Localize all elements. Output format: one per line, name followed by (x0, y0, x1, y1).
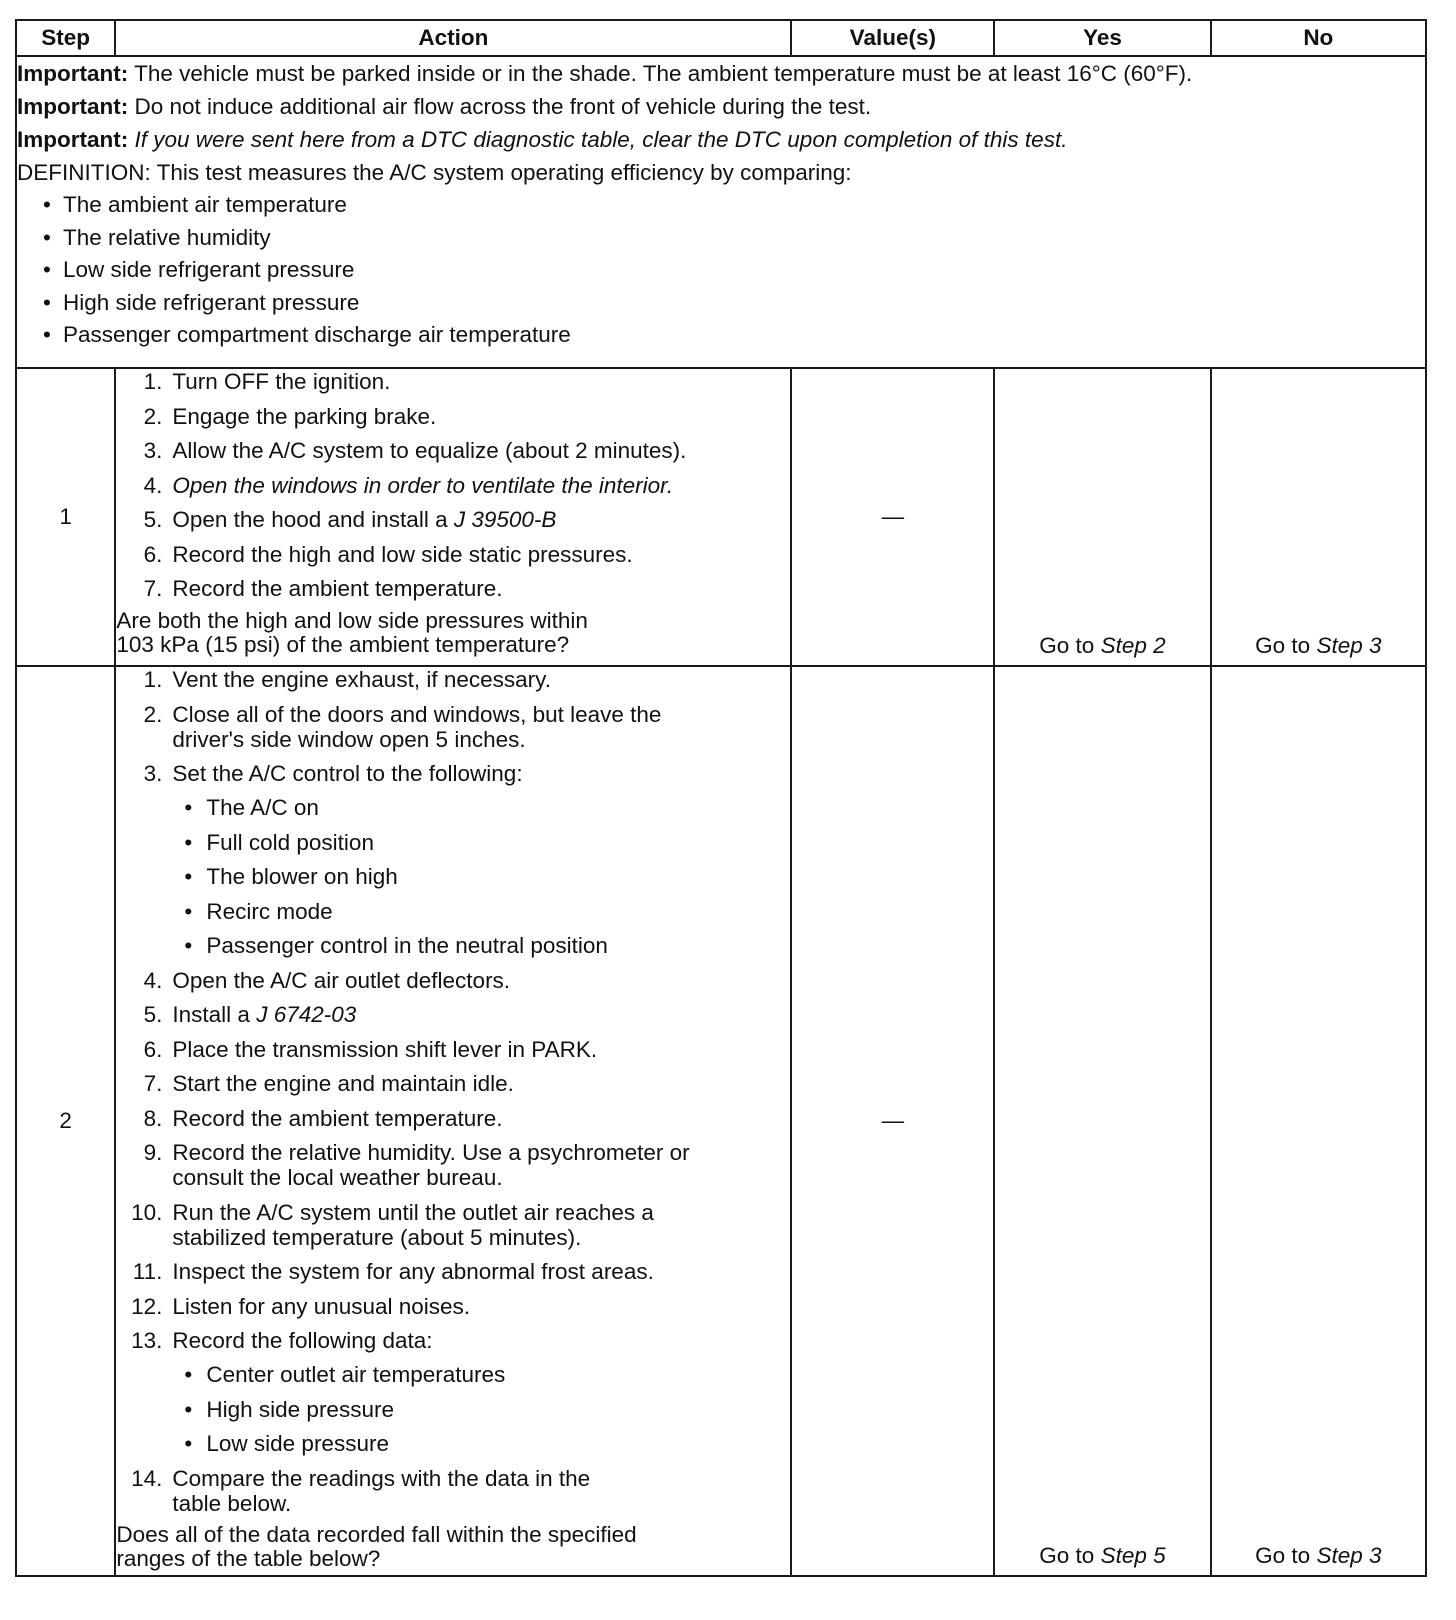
list-item: 11. Inspect the system for any abnormal frost areas. (132, 1259, 654, 1284)
list-item: • Passenger control in the neutral position (184, 933, 790, 958)
ac-control-settings-list (172, 795, 790, 958)
list-item: • Low side refrigerant pressure (43, 254, 1425, 287)
tool-reference: J 39500-B (453, 507, 557, 532)
list-item: 4. Open the windows in order to ventilate the interior. (143, 472, 674, 498)
step-1-no: Go to Step 3 (1211, 368, 1426, 666)
list-item: • Recirc mode (184, 899, 790, 924)
step-2-action (115, 666, 791, 1576)
recorded-data-list (172, 1362, 790, 1456)
step-1-row (16, 368, 1426, 666)
definition-list (17, 189, 1425, 352)
step-1-action (115, 368, 791, 666)
header-step: Step (16, 20, 115, 56)
list-item: 1. Vent the engine exhaust, if necessary. (143, 667, 551, 692)
important-note-3: Important: If you were sent here from a DTC diagnostic table, clear the DTC upon completion of this test. (17, 127, 1068, 152)
header-row (16, 20, 1426, 56)
step-2-yes: Go to Step 5 (994, 666, 1210, 1576)
list-item: 5. Open the hood and install a J 39500-B (143, 507, 557, 532)
list-item: • Full cold position (184, 830, 790, 855)
list-item: 1. Turn OFF the ignition. (143, 369, 391, 394)
list-item: 14. Compare the readings with the data in the table below. (131, 1465, 591, 1516)
list-item: 7. Start the engine and maintain idle. (143, 1071, 514, 1096)
list-item: • Center outlet air temperatures (184, 1362, 790, 1387)
list-item: • Passenger compartment discharge air temperature (43, 319, 1425, 352)
list-item: • High side refrigerant pressure (43, 287, 1425, 320)
list-item: 2. Engage the parking brake. (143, 403, 437, 429)
step-1-no-link[interactable]: Step 3 (1316, 633, 1382, 658)
definition-text: DEFINITION: This test measures the A/C system operating efficiency by comparing: (17, 160, 852, 185)
list-item: 3. Set the A/C control to the following: • The A/C on • Full cold position • The blower on high • Recirc mode • Passenger control in the neutral position (116, 761, 790, 958)
list-item: 5. Install a J 6742-03 (143, 1002, 357, 1027)
step-1-number: 1 (16, 368, 115, 666)
list-item: • The ambient air temperature (43, 189, 1425, 222)
list-item: 4. Open the A/C air outlet deflectors. (143, 967, 511, 993)
list-item: 13. Record the following data: • Center outlet air temperatures • High side pressure • Low side pressure (116, 1328, 790, 1456)
list-item: 8. Record the ambient temperature. (143, 1105, 503, 1131)
header-yes: Yes (994, 20, 1210, 56)
header-no: No (1211, 20, 1426, 56)
step-1-value: — (791, 368, 994, 666)
step-1-yes-link[interactable]: Step 2 (1100, 633, 1166, 658)
step-1-yes: Go to Step 2 (994, 368, 1210, 666)
step-2-row (16, 666, 1426, 1576)
list-item: • Low side pressure (184, 1431, 790, 1456)
step-2-value: — (791, 666, 994, 1576)
header-action: Action (115, 20, 791, 56)
intro-row (16, 56, 1426, 368)
step-1-question: Are both the high and low side pressures within 103 kPa (15 psi) of the ambient temperature? (116, 607, 588, 657)
list-item: • The blower on high (184, 864, 790, 889)
step-2-number: 2 (16, 666, 115, 1576)
step-2-list (116, 667, 790, 1516)
tool-reference: J 6742-03 (256, 1002, 357, 1027)
important-note-2: Important: Do not induce additional air flow across the front of vehicle during the test. (17, 94, 872, 119)
step-2-yes-link[interactable]: Step 5 (1100, 1543, 1166, 1568)
list-item: • High side pressure (184, 1397, 790, 1422)
step-2-question: Does all of the data recorded fall within the specified ranges of the table below? (116, 1522, 637, 1571)
list-item: 3. Allow the A/C system to equalize (about 2 minutes). (143, 438, 687, 463)
list-item: • The A/C on (184, 795, 790, 820)
list-item: 12. Listen for any unusual noises. (131, 1293, 471, 1319)
list-item: 10. Run the A/C system until the outlet air reaches a stabilized temperature (about 5 minutes). (131, 1199, 654, 1250)
step-1-list (116, 369, 790, 601)
list-item: • The relative humidity (43, 222, 1425, 255)
diagnostic-table (15, 19, 1427, 1577)
step-2-no-link[interactable]: Step 3 (1316, 1543, 1382, 1568)
list-item: 6. Record the high and low side static pressures. (143, 541, 633, 567)
intro-cell (16, 56, 1426, 368)
header-values: Value(s) (791, 20, 994, 56)
important-note-1: Important: The vehicle must be parked inside or in the shade. The ambient temperature must be at least 16°C (60°F). (17, 61, 1193, 86)
list-item: 7. Record the ambient temperature. (143, 576, 503, 601)
step-2-no: Go to Step 3 (1211, 666, 1426, 1576)
list-item: 9. Record the relative humidity. Use a psychrometer or consult the local weather bureau. (143, 1140, 690, 1190)
list-item: 2. Close all of the doors and windows, but leave the driver's side window open 5 inches. (143, 701, 662, 752)
list-item: 6. Place the transmission shift lever in PARK. (143, 1036, 598, 1062)
